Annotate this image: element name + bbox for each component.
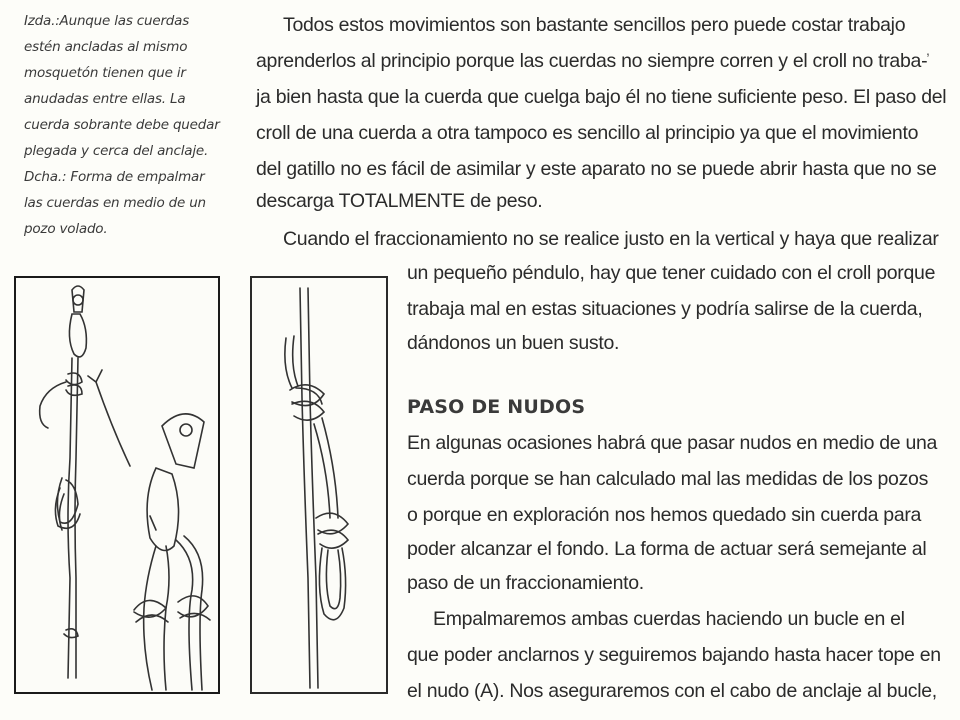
section-line: el nudo (A). Nos aseguraremos con el cabo de anclaje al bucle, [407, 680, 937, 702]
figure-caption [24, 8, 234, 242]
body-line: aprenderlos al principio porque las cuerdas no siempre corren y el croll no traba- [256, 50, 928, 72]
caption-line: las cuerdas en medio de un [24, 195, 206, 211]
body-line: ja bien hasta que la cuerda que cuelga bajo él no tiene suficiente peso. El paso del [256, 86, 947, 108]
caption-line: plegada y cerca del anclaje. [24, 143, 209, 159]
body-line: croll de una cuerda a otra tampoco es sencillo al principio ya que el movimiento [256, 122, 919, 144]
caption-line: anudadas entre ellas. La [24, 91, 186, 107]
rope-anchor-drawing [16, 278, 218, 692]
illustration-rope-anchor [14, 276, 220, 694]
caption-line: Dcha.: Forma de empalmar [24, 169, 205, 185]
body-line: Cuando el fraccionamiento no se realice justo en la vertical y haya que realizar [283, 228, 939, 250]
hyphen-mark: , [926, 42, 930, 58]
body-line: Todos estos movimientos son bastante sencillos pero puede costar trabajo [283, 14, 906, 36]
section-line: cuerda porque se han calculado mal las medidas de los pozos [407, 468, 929, 490]
section-heading: PASO DE NUDOS [407, 396, 586, 418]
caption-line: cuerda sobrante debe quedar [24, 117, 220, 133]
body-line: trabaja mal en estas situaciones y podría salirse de la cuerda, [407, 298, 923, 320]
section-line: paso de un fraccionamiento. [407, 572, 644, 594]
caption-line: mosquetón tienen que ir [24, 65, 186, 81]
section-line: Empalmaremos ambas cuerdas haciendo un bucle en el [433, 608, 905, 630]
section-line: o porque en exploración nos hemos quedado sin cuerda para [407, 504, 922, 526]
caption-line: Izda.:Aunque las cuerdas [24, 13, 190, 29]
caption-line: pozo volado. [24, 221, 108, 237]
rope-splice-drawing [252, 278, 386, 692]
body-line: descarga TOTALMENTE de peso. [256, 190, 543, 212]
body-line: dándonos un buen susto. [407, 332, 620, 354]
body-line: del gatillo no es fácil de asimilar y este aparato no se puede abrir hasta que no se [256, 158, 937, 180]
section-line: que poder anclarnos y seguiremos bajando hasta hacer tope en [407, 644, 941, 666]
section-line: En algunas ocasiones habrá que pasar nudos en medio de una [407, 432, 938, 454]
section-line: poder alcanzar el fondo. La forma de actuar será semejante al [407, 538, 927, 560]
body-line: un pequeño péndulo, hay que tener cuidado con el croll porque [407, 262, 936, 284]
caption-line: estén ancladas al mismo [24, 39, 188, 55]
illustration-rope-splice [250, 276, 388, 694]
